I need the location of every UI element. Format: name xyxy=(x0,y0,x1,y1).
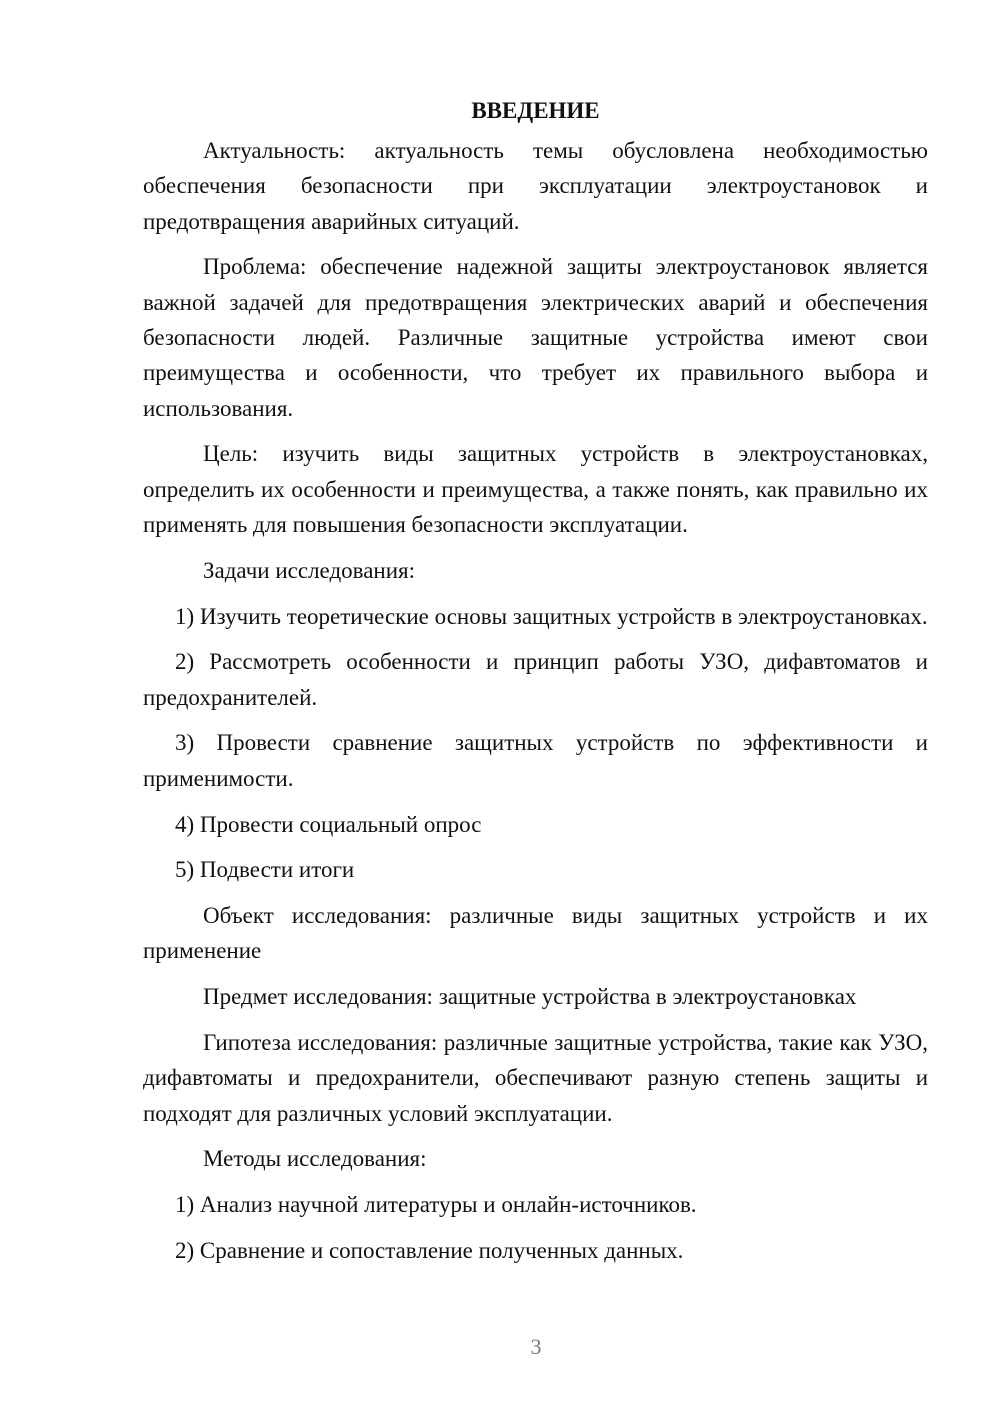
list-item-method-1: 1) Анализ научной литературы и онлайн-источников. xyxy=(175,1192,697,1218)
paragraph-object: Объект исследования: различные виды защитных устройств и их применение xyxy=(143,903,928,964)
list-item-task-1: 1) Изучить теоретические основы защитных устройств в электроустановках. xyxy=(175,603,928,629)
page-number: 3 xyxy=(530,1334,542,1359)
paragraph-methods-heading: Методы исследования: xyxy=(203,1146,427,1172)
paragraph-relevance: Актуальность: актуальность темы обусловлена необходимостью обеспечения безопасности при эксплуатации электроустановок и предотвращения аварийных ситуаций. xyxy=(143,138,928,234)
list-item-task-5: 5) Подвести итоги xyxy=(175,857,355,883)
paragraph-subject: Предмет исследования: защитные устройства в электроустановках xyxy=(203,984,857,1010)
list-item-method-2: 2) Сравнение и сопоставление полученных данных. xyxy=(175,1238,684,1264)
paragraph-tasks-heading: Задачи исследования: xyxy=(203,557,416,583)
section-title: ВВЕДЕНИЕ xyxy=(471,98,600,123)
document-body xyxy=(143,96,928,1279)
list-item-task-4: 4) Провести социальный опрос xyxy=(175,811,482,837)
paragraph-hypothesis: Гипотеза исследования: различные защитные устройства, такие как УЗО, дифавтоматы и предохранители, обеспечивают разную степень защиты и подходят для различных условий эксплуатации. xyxy=(143,1030,928,1126)
paragraph-goal: Цель: изучить виды защитных устройств в электроустановках, определить их особенности и преимущества, а также понять, как правильно их применять для повышения безопасности эксплуатации. xyxy=(143,441,928,537)
paragraph-problem: Проблема: обеспечение надежной защиты электроустановок является важной задачей для предотвращения электрических аварий и обеспечения безопасности людей. Различные защитные устройства имеют свои преимущества и особенности, что требует их правильного выбора и использования. xyxy=(143,254,928,421)
list-item-task-2: 2) Рассмотреть особенности и принцип работы УЗО, дифавтоматов и предохранителей. xyxy=(143,649,928,710)
list-item-task-3: 3) Провести сравнение защитных устройств по эффективности и применимости. xyxy=(143,730,928,791)
